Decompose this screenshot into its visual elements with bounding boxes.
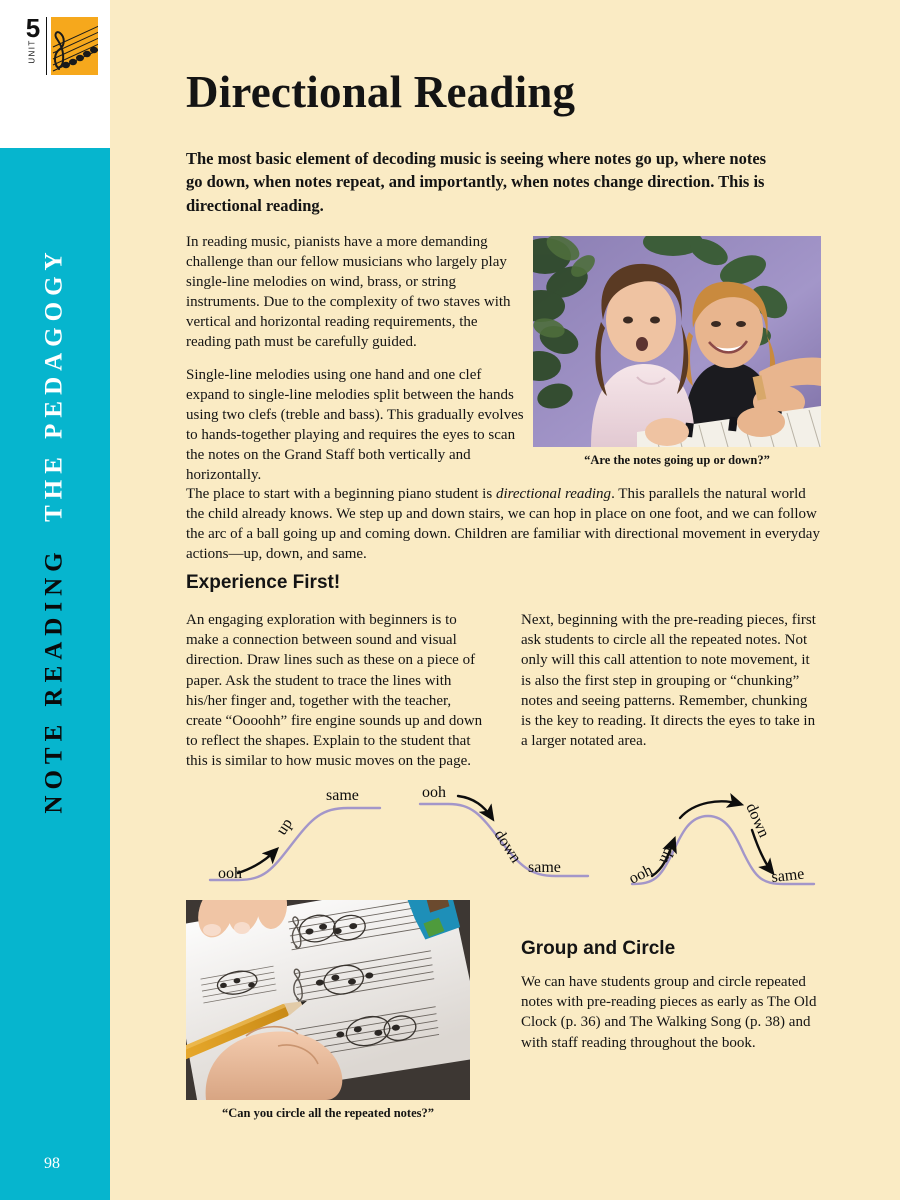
lede-paragraph: The most basic element of decoding music is seeing where notes go up, where notes go down, when notes repeat, and importantly, when notes change direction. This is directional reading. — [186, 149, 767, 215]
heading-group-and-circle: Group and Circle — [521, 938, 676, 959]
svg-text:ooh: ooh — [626, 861, 656, 888]
teacher-and-child-at-piano-photo — [533, 236, 821, 447]
rail-label-note-reading: NOTE READING — [41, 546, 69, 814]
svg-text:up: up — [273, 815, 297, 839]
svg-text:same: same — [770, 865, 806, 886]
heading-experience-first: Experience First! — [186, 572, 341, 593]
diagram-arch-contour — [626, 801, 814, 888]
hand-circling-notes-on-sheet-music-photo — [186, 900, 470, 1100]
svg-text:down: down — [742, 800, 773, 841]
svg-text:up: up — [654, 844, 677, 866]
intro-paragraph-2: Single-line melodies using one hand and one clef expand to single-line melodies split between the hands using two clefs (treble and bass). This gradually evolves to hands-together playing and requires the eyes to scan the notes on the Grand Staff both vertically and horizontally. — [186, 366, 524, 484]
unit-word-label: UNIT — [27, 39, 37, 64]
rail-vertical-label — [0, 0, 110, 1060]
diagram-falling-contour — [420, 784, 588, 876]
para3-italic-term: directional reading — [495, 486, 612, 502]
para3-pre: The place to start with a beginning piano student is — [186, 486, 496, 502]
group-and-circle-body: We can have students group and circle repeated notes with pre-reading pieces as early as The Old Clock (p. 36) and The Walking Song (p. 38) and with staff reading throughout the book. — [521, 974, 817, 1051]
svg-text:ooh: ooh — [422, 784, 446, 801]
svg-text:same: same — [326, 787, 359, 804]
svg-text:down: down — [490, 826, 525, 867]
page-number: 98 — [44, 1155, 60, 1172]
para3-post: . This parallels the natural world the child already knows. We step up and down stairs, we can hop in place on one foot, and we can follow the arc of a ball going up and coming down. Children are familiar with directional movement in everyday actions—up, down, and same. — [186, 486, 820, 563]
photo1-caption: “Are the notes going up or down?” — [584, 453, 770, 467]
page-title: Directional Reading — [186, 67, 576, 117]
intro-paragraph-1: In reading music, pianists have a more demanding challenge than our fellow musicians who largely play single-line melodies on wind, brass, or string instruments. Due to the complexity of two staves with vertical and horizontal reading requirements, the reading path must be carefully guided. — [186, 234, 511, 351]
diagram-rising-contour — [210, 787, 380, 882]
experience-first-right-column: Next, beginning with the pre-reading pieces, first ask students to circle all the repeated notes. Not only will this call attention to note movement, it is also the first step in grouping or “chunking” notes and seeing patterns. Remember, chunking is the key to reading. It directs the eyes to take in a larger notated area. — [521, 612, 816, 750]
directional-contour-diagrams — [180, 772, 860, 892]
experience-first-left-column: An engaging exploration with beginners is to make a connection between sound and visual direction. Draw lines such as these on a piece of paper. Ask the student to trace the lines with his/her finger and, together with the teacher, create “Oooohh” fire engine sounds up and down to reflect the shapes. Explain to the student that this is similar to how music moves on the page. — [186, 612, 483, 770]
intro-text-column — [186, 232, 524, 485]
photo2-caption: “Can you circle all the repeated notes?” — [221, 1106, 434, 1120]
svg-text:same: same — [528, 859, 561, 876]
rail-label-the-pedagogy: THE PEDAGOGY — [41, 246, 69, 522]
unit-number: 5 — [25, 13, 41, 43]
svg-text:ooh: ooh — [218, 865, 242, 882]
directional-reading-paragraph — [186, 484, 826, 564]
